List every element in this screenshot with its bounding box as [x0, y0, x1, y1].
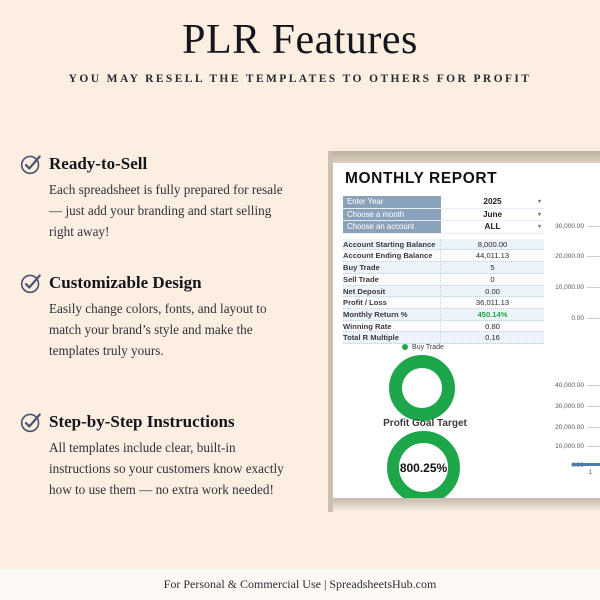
row-label: Buy Trade: [343, 262, 441, 273]
xtick: 1: [588, 469, 592, 476]
table-row: [343, 239, 544, 251]
row-value: 36,011.13: [475, 298, 510, 308]
ytick: 40,000.00: [555, 381, 600, 389]
row-label: Net Deposit: [343, 286, 441, 297]
chevron-down-icon[interactable]: [538, 209, 541, 221]
feature-ready-to-sell: [20, 153, 310, 243]
sheet-title: MONTHLY REPORT: [345, 170, 498, 187]
report-table: [343, 196, 544, 344]
checkmark-circle-icon: [20, 272, 42, 294]
row-value: 5: [490, 263, 495, 273]
selector-row-account: [343, 221, 544, 234]
ytick: 10,000.00: [555, 283, 600, 291]
feature-title: Ready-to-Sell: [49, 154, 148, 173]
profit-goal-donut-chart: [387, 431, 460, 498]
month-dropdown-value: June: [482, 209, 503, 219]
gridline: [587, 427, 600, 428]
ytick: 10,000.00: [555, 442, 600, 450]
row-value: 0.80: [485, 321, 500, 331]
ytick: 30,000.00: [555, 402, 600, 410]
ytick: 20,000.00: [555, 252, 600, 260]
row-label: Sell Trade: [343, 274, 441, 285]
feature-title: Step-by-Step Instructions: [49, 412, 235, 431]
selector-label: Choose a month: [343, 209, 441, 221]
gridline: [587, 287, 600, 288]
row-label: Total R Multiple: [343, 332, 441, 343]
gridline: [587, 385, 600, 386]
row-value: 8,000.00: [477, 239, 508, 249]
gridline: [587, 406, 600, 407]
row-value: 0: [490, 274, 495, 284]
selector-label: Choose an account: [343, 221, 441, 233]
feature-customizable-design: [20, 272, 310, 362]
table-row: [343, 262, 544, 274]
row-label: Account Starting Balance: [343, 239, 441, 250]
page-title: PLR Features: [182, 17, 418, 63]
screenshot-bottom-edge: [333, 498, 600, 512]
feature-heading-row: [20, 153, 310, 175]
chevron-down-icon[interactable]: [538, 221, 541, 233]
selector-label: Enter Year: [343, 196, 441, 208]
legend-dot-icon: [402, 344, 408, 350]
row-value: 0.16: [485, 333, 500, 343]
row-value: 0.00: [485, 286, 500, 296]
table-row: [343, 250, 544, 262]
row-label: Winning Rate: [343, 321, 441, 332]
checkmark-circle-icon: [20, 153, 42, 175]
row-value-green: 450.14%: [477, 309, 508, 319]
row-value: 44,011.13: [475, 251, 510, 261]
legend-label: Buy Trade: [412, 344, 444, 351]
table-row: [343, 286, 544, 298]
month-dropdown[interactable]: [441, 209, 544, 221]
feature-description: Easily change colors, fonts, and layout to match your brand’s style and make the templates truly yours.: [49, 301, 267, 358]
row-label: Profit / Loss: [343, 297, 441, 308]
account-dropdown[interactable]: [441, 221, 544, 233]
gridline: [587, 318, 600, 319]
feature-description: All templates include clear, built-in instructions so your customers know exactly how to use them — no extra work needed!: [49, 440, 284, 497]
profit-goal-value: 800.25%: [399, 460, 448, 475]
feature-heading-row: [20, 411, 310, 433]
profit-goal-target-label: Profit Goal Target: [383, 418, 467, 429]
selector-row-year: [343, 196, 544, 209]
spreadsheet-screenshot: [328, 151, 600, 512]
year-dropdown-value: 2025: [483, 197, 502, 206]
screenshot-top-edge: [333, 151, 600, 163]
year-dropdown[interactable]: [441, 196, 544, 208]
feature-description: Each spreadsheet is fully prepared for resale — just add your branding and start selling right away!: [49, 182, 283, 239]
feature-step-by-step: [20, 411, 310, 501]
checkmark-circle-icon: [20, 411, 42, 433]
table-row: [343, 297, 544, 309]
selector-row-month: [343, 209, 544, 222]
footer-bar: For Personal & Commercial Use | SpreadsheetsHub.com: [0, 569, 600, 600]
table-row: [343, 274, 544, 286]
ytick: 30,000.00: [555, 222, 600, 230]
table-row-monthly-return: [343, 309, 544, 321]
row-label: Monthly Return %: [343, 309, 441, 320]
ytick: 20,000.00: [555, 423, 600, 431]
feature-title: Customizable Design: [49, 273, 202, 292]
equity-line-series: [572, 463, 600, 466]
chevron-down-icon[interactable]: [538, 196, 541, 208]
donut-legend: [333, 344, 513, 351]
gridline: [587, 226, 600, 227]
account-dropdown-value: ALL: [484, 222, 501, 232]
ytick: 0.00: [571, 314, 600, 322]
table-row: [343, 332, 544, 344]
buy-trade-donut-chart: [389, 355, 455, 421]
table-row: [343, 321, 544, 333]
gridline: [587, 446, 600, 447]
page-subtitle: YOU MAY RESELL THE TEMPLATES TO OTHERS FOR PROFIT: [68, 73, 532, 85]
gridline: [587, 256, 600, 257]
spreadsheet-body: [333, 163, 600, 498]
row-label: Account Ending Balance: [343, 250, 441, 261]
feature-heading-row: [20, 272, 310, 294]
